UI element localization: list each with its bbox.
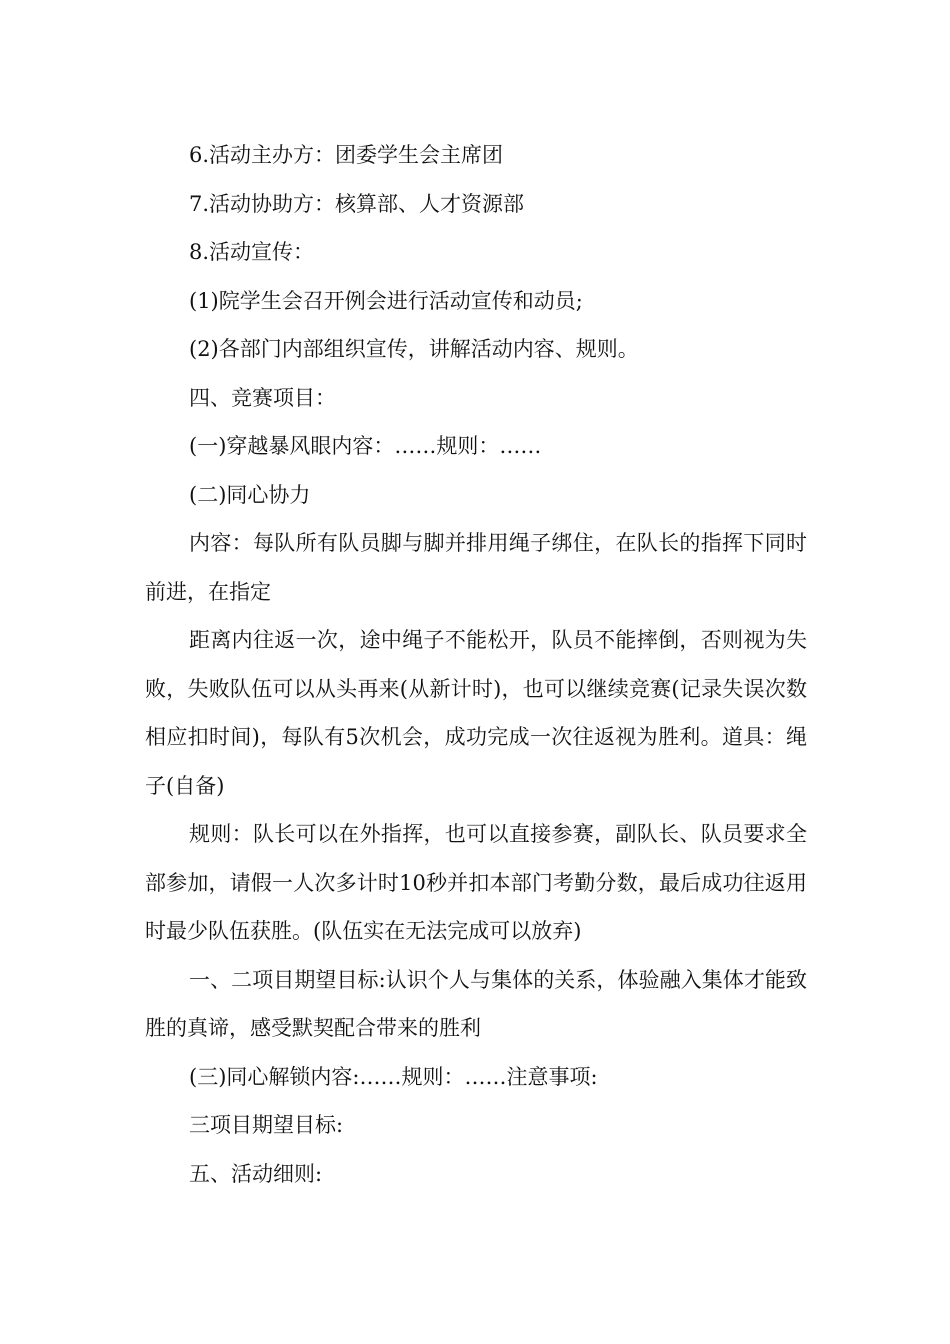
paragraph-event-2-rules: 规则：队长可以在外指挥，也可以直接参赛，副队长、队员要求全部参加，请假一人次多计时10秒并扣本部门考勤分数，最后成功往返用时最少队伍获胜。(队伍实在无法完成可以放弃) [145,822,807,943]
paragraph-organizer: 6.活动主办方：团委学生会主席团 [189,143,504,167]
paragraph-goals-3: 三项目期望目标: [189,1113,344,1137]
paragraph-assistant: 7.活动协助方：核算部、人才资源部 [189,191,525,216]
document-body [145,131,807,1198]
section-heading-competition: 四、竞赛项目： [189,385,336,410]
paragraph-goals-1-2: 一、二项目期望目标:认识个人与集体的关系，体验融入集体才能致胜的真谛，感受默契配合带来的胜利 [145,967,807,1040]
paragraph-promotion-2: (2)各部门内部组织宣传，讲解活动内容、规则。 [189,337,639,361]
paragraph-promotion-1: (1)院学生会召开例会进行活动宣传和动员; [189,288,583,313]
section-heading-details: 五、活动细则: [189,1161,323,1186]
paragraph-event-2-title: (二)同心协力 [189,482,311,507]
paragraph-promotion: 8.活动宣传： [189,240,315,264]
paragraph-event-2-details: 距离内往返一次，途中绳子不能松开，队员不能摔倒，否则视为失败，失败队伍可以从头再来(从新计时)，也可以继续竞赛(记录失误次数相应扣时间)，每队有5次机会，成功完成一次往返视为胜利。道具：绳子(自备) [145,628,807,798]
paragraph-event-3: (三)同心解锁内容:……规则：……注意事项: [189,1064,598,1089]
paragraph-event-2-content: 内容：每队所有队员脚与脚并排用绳子绑住，在队长的指挥下同时前进，在指定 [145,531,807,604]
paragraph-event-1: (一)穿越暴风眼内容：……规则：…… [189,434,542,458]
